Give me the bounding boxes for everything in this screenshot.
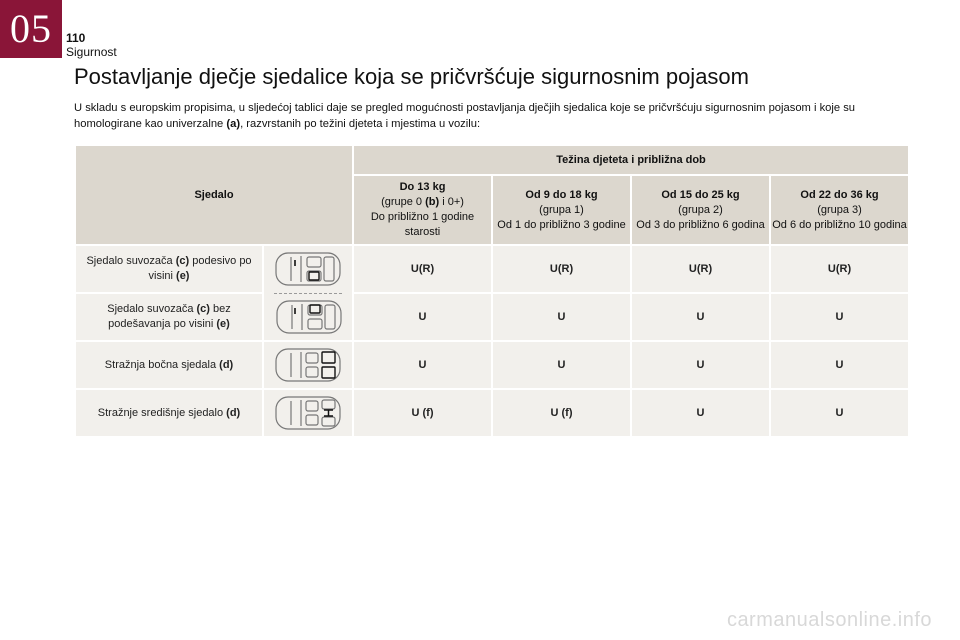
table-row bbox=[76, 294, 908, 340]
cell-value: U bbox=[632, 390, 769, 436]
table-row bbox=[76, 390, 908, 436]
group-name: (grupe 0 (b) i 0+) bbox=[381, 196, 464, 208]
rear-center-icon-cell bbox=[264, 390, 352, 436]
group-age: Do približno 1 godine starosti bbox=[370, 211, 475, 238]
car-rear-side-seats-icon bbox=[273, 346, 343, 384]
rear-side-icon-cell bbox=[264, 342, 352, 388]
cell-value: U bbox=[493, 294, 630, 340]
child-seat-table bbox=[74, 144, 910, 438]
group-header-0 bbox=[354, 176, 491, 244]
seat-label: Stražnja bočna sjedala (d) bbox=[76, 342, 262, 388]
front-seat-icons-cell bbox=[264, 246, 352, 340]
cell-value: U bbox=[493, 342, 630, 388]
cell-value: U bbox=[771, 342, 908, 388]
page-title: Postavljanje dječje sjedalice koja se pričvršćuje sigurnosnim pojasom bbox=[74, 64, 749, 89]
group-header-1 bbox=[493, 176, 630, 244]
cell-value: U bbox=[771, 390, 908, 436]
cell-value: U bbox=[632, 294, 769, 340]
group-weight: Od 9 do 18 kg bbox=[525, 188, 598, 201]
cell-value: U(R) bbox=[354, 246, 491, 292]
car-rear-center-seat-icon bbox=[273, 394, 343, 432]
row-divider bbox=[274, 293, 342, 294]
cell-value: U(R) bbox=[771, 246, 908, 292]
group-weight: Do 13 kg bbox=[399, 181, 446, 193]
cell-value: U (f) bbox=[493, 390, 630, 436]
intro-paragraph bbox=[74, 100, 904, 132]
seat-label: Stražnje središnje sjedalo (d) bbox=[76, 390, 262, 436]
group-name: (grupa 3) bbox=[817, 203, 862, 216]
weight-header: Težina djeteta i približna dob bbox=[354, 146, 908, 174]
seat-label: Sjedalo suvozača (c) bez podešavanja po visini (e) bbox=[76, 294, 262, 340]
group-age: Od 1 do približno 3 godine bbox=[497, 218, 626, 231]
group-weight: Od 15 do 25 kg bbox=[661, 188, 740, 201]
intro-text-1: U skladu s europskim propisima, u sljedećoj tablici daje se pregled mogućnosti postavljanja dječjih sjedalica koje se pričvršćuju sigurnosnim pojasom i koje su homologirane kao univerzalne bbox=[74, 102, 856, 130]
table-row bbox=[76, 246, 908, 292]
watermark: carmanualsonline.info bbox=[726, 609, 932, 631]
cell-value: U(R) bbox=[632, 246, 769, 292]
group-name: (grupa 2) bbox=[678, 203, 723, 216]
page-number: 110 bbox=[66, 31, 86, 45]
group-header-3 bbox=[771, 176, 908, 244]
cell-value: U bbox=[354, 342, 491, 388]
table-row bbox=[76, 342, 908, 388]
cell-value: U(R) bbox=[493, 246, 630, 292]
seat-header: Sjedalo bbox=[76, 146, 352, 244]
group-age: Od 3 do približno 6 godina bbox=[636, 218, 765, 231]
intro-ref: (a) bbox=[226, 118, 241, 130]
section-name: Sigurnost bbox=[66, 45, 117, 59]
group-name: (grupa 1) bbox=[539, 203, 584, 216]
group-weight: Od 22 do 36 kg bbox=[800, 188, 879, 201]
intro-text-2: , razvrstanih po težini djeteta i mjestima u vozilu: bbox=[240, 118, 481, 130]
group-age: Od 6 do približno 10 godina bbox=[772, 218, 907, 231]
cell-value: U bbox=[354, 294, 491, 340]
cell-value: U bbox=[632, 342, 769, 388]
seat-label: Sjedalo suvozača (c) podesivo po visini (e) bbox=[76, 246, 262, 292]
group-header-2 bbox=[632, 176, 769, 244]
cell-value: U bbox=[771, 294, 908, 340]
chapter-tab: 05 bbox=[0, 0, 62, 58]
cell-value: U (f) bbox=[354, 390, 491, 436]
